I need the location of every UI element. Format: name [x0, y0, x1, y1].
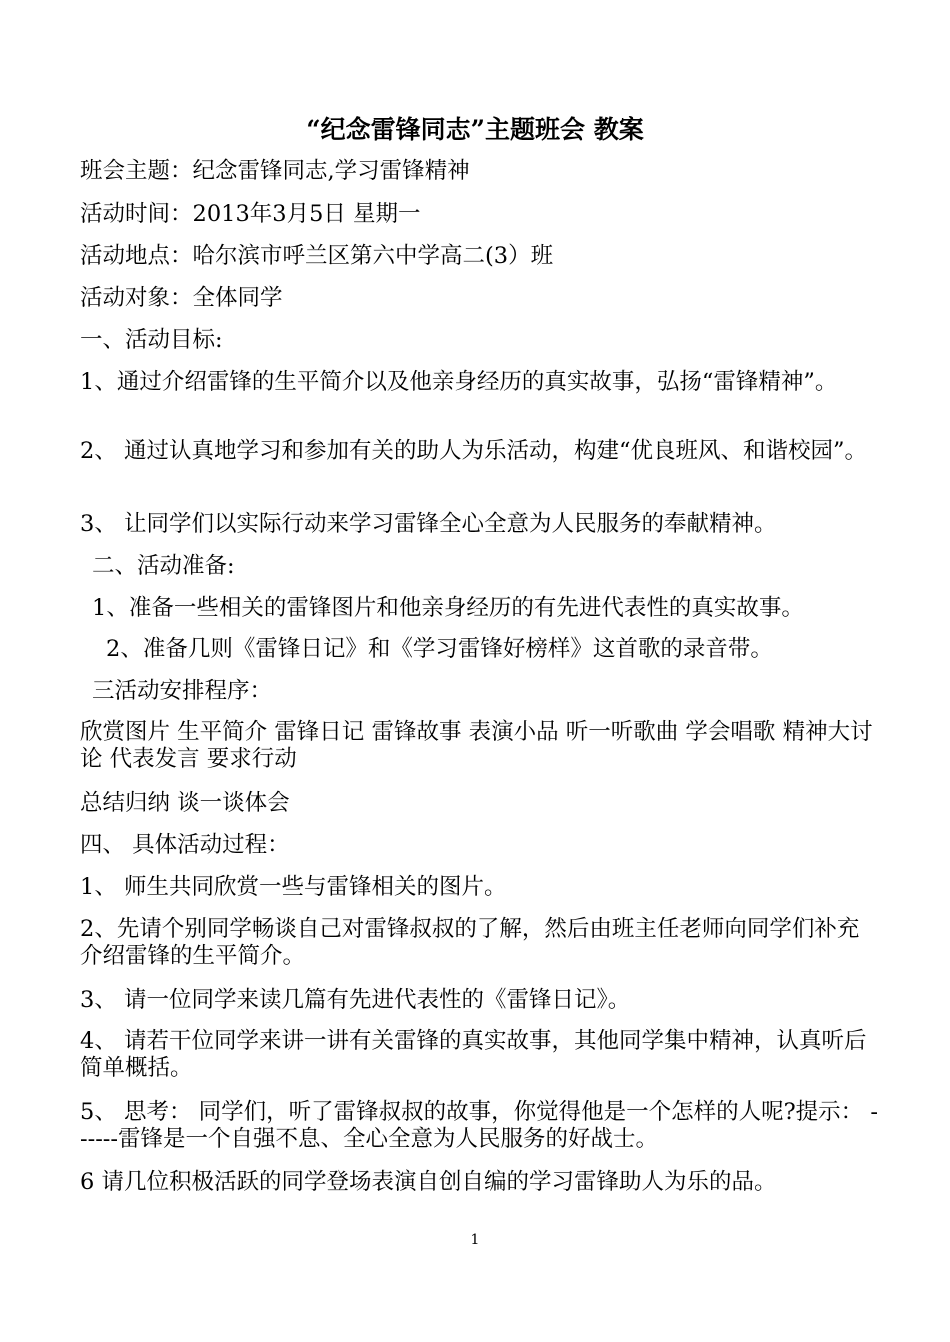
process-item-2: 2、先请个别同学畅谈自己对雷锋叔叔的了解，然后由班主任老师向同学们补充介绍雷锋的生平简介。 — [80, 916, 860, 969]
section-heading-goals: 一、活动目标: — [80, 327, 223, 353]
schedule-sequence: 欣赏图片 生平简介 雷锋日记 雷锋故事 表演小品 听一听歌曲 学会唱歌 精神大讨论 代表发言 要求行动 — [80, 719, 873, 772]
activity-location-line: 活动地点：哈尔滨市呼兰区第六中学高二(3）班 — [80, 243, 554, 269]
schedule-sequence-end: 总结归纳 谈一谈体会 — [80, 790, 290, 816]
activity-time-line: 活动时间：2013年3月5日 星期一 — [80, 201, 421, 227]
preparation-item-2: 2、准备几则《雷锋日记》和《学习雷锋好榜样》这首歌的录音带。 — [106, 636, 773, 662]
preparation-item-1: 1、准备一些相关的雷锋图片和他亲身经历的有先进代表性的真实故事。 — [92, 595, 804, 621]
class-theme-line: 班会主题：纪念雷锋同志,学习雷锋精神 — [80, 158, 470, 184]
document-title: “纪念雷锋同志”主题班会 教案 — [306, 115, 644, 144]
process-item-5: 5、 思考： 同学们，听了雷锋叔叔的故事，你觉得他是一个怎样的人呢?提示： ------雷锋是一个自强不息、全心全意为人民服务的好战士。 — [80, 1099, 878, 1152]
goal-item-3: 3、 让同学们以实际行动来学习雷锋全心全意为人民服务的奉献精神。 — [80, 511, 777, 537]
process-item-1: 1、 师生共同欣赏一些与雷锋相关的图片。 — [80, 874, 507, 900]
section-heading-process: 四、 具体活动过程： — [80, 832, 290, 858]
goal-item-1: 1、通过介绍雷锋的生平简介以及他亲身经历的真实故事，弘扬“雷锋精神”。 — [80, 369, 838, 395]
page-number: 1 — [470, 1232, 480, 1248]
process-item-6: 6 请几位积极活跃的同学登场表演自创自编的学习雷锋助人为乐的品。 — [80, 1169, 777, 1195]
section-heading-schedule: 三活动安排程序： — [92, 678, 273, 704]
activity-audience-line: 活动对象：全体同学 — [80, 285, 283, 311]
goal-item-2: 2、 通过认真地学习和参加有关的助人为乐活动，构建“优良班风、和谐校园”。 — [80, 438, 867, 464]
section-heading-preparation: 二、活动准备: — [92, 553, 235, 579]
process-item-3: 3、 请一位同学来读几篇有先进代表性的《雷锋日记》。 — [80, 987, 631, 1013]
process-item-4: 4、 请若干位同学来讲一讲有关雷锋的真实故事，其他同学集中精神，认真听后简单概括。 — [80, 1028, 867, 1081]
